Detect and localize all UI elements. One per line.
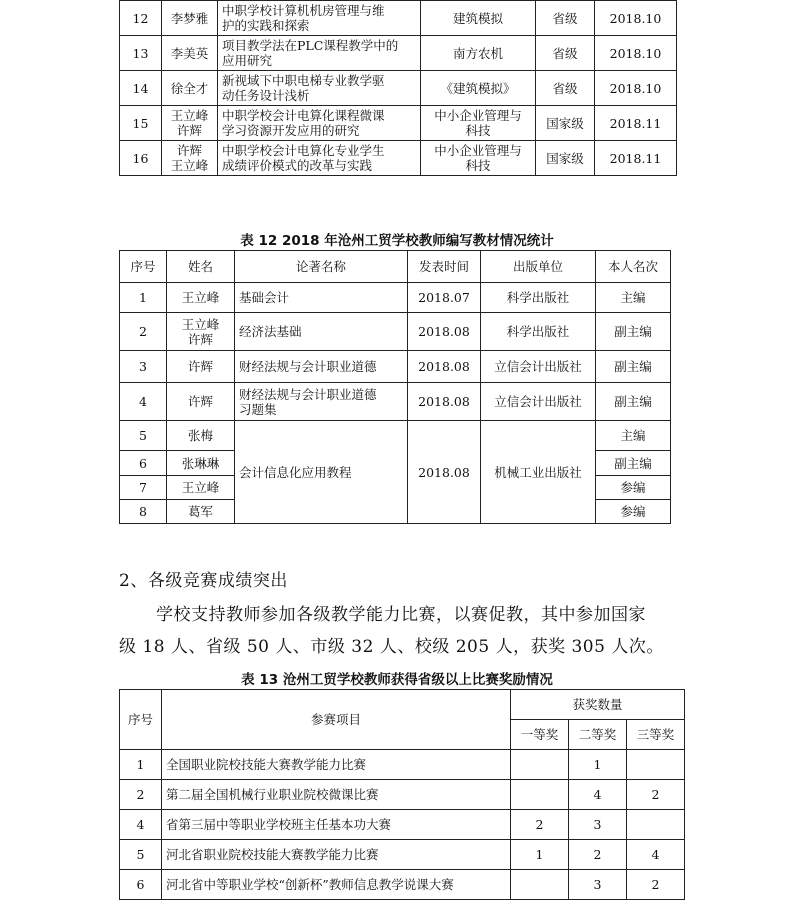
book-title [235,351,408,383]
paper-journal-line: 《建筑模拟》 [440,80,516,96]
book-title: 会计信息化应用教程 [235,421,408,524]
book-no: 1 [120,283,167,313]
book-publisher: 立信会计出版社 [481,351,596,383]
book-publisher: 立信会计出版社 [481,383,596,421]
book-no: 3 [120,351,167,383]
book-title [235,383,408,421]
award-third [627,750,685,780]
book-title [235,283,408,313]
award-project: 河北省中等职业学校“创新杯”教师信息教学说课大赛 [162,870,511,900]
paper-authors-line: 徐全才 [170,80,209,96]
papers-table-body [120,1,677,176]
paper-title [218,106,421,141]
paper-level: 省级 [536,1,595,36]
awards-header-project: 参赛项目 [162,690,511,750]
paper-level: 国家级 [536,106,595,141]
awards-table-body [120,750,685,900]
paper-no: 14 [120,71,162,106]
book-authors-line: 王立峰 [181,290,220,305]
awards-header-no: 序号 [120,690,162,750]
table-row [120,313,671,351]
table-row [120,71,677,106]
paper-title [218,141,421,176]
table-row [120,141,677,176]
award-first: 2 [511,810,569,840]
textbooks-table-body [120,283,671,524]
paper-journal-line: 科技 [465,158,491,173]
book-role: 副主编 [596,451,671,476]
paper-no: 15 [120,106,162,141]
paper-journal [421,106,536,141]
paper-journal-line: 科技 [465,123,491,138]
paper-date: 2018.10 [595,71,677,106]
paper-title-line: 中职学校会计电算化专业学生 [222,143,385,158]
book-role: 参编 [596,500,671,524]
paper-no: 12 [120,1,162,36]
paper-title [218,36,421,71]
paper-journal-line: 建筑模拟 [452,10,503,26]
paper-authors-line: 王立峰 [170,158,209,173]
paper-no: 13 [120,36,162,71]
table-row [120,283,671,313]
book-no: 7 [120,476,167,500]
paper-authors-line: 李梦雅 [170,10,209,26]
paper-level: 省级 [536,36,595,71]
table13-caption: 表 13 沧州工贸学校教师获得省级以上比赛奖励情况 [241,672,553,688]
award-third [627,810,685,840]
awards-header-third: 三等奖 [627,720,685,750]
paper-level: 国家级 [536,141,595,176]
award-no: 2 [120,780,162,810]
awards-header-count: 获奖数量 [511,690,685,720]
book-publisher: 科学出版社 [481,283,596,313]
book-author: 张琳琳 [167,451,235,476]
paper-title-line: 新视域下中职电梯专业教学驱 [222,73,385,88]
book-title-line: 习题集 [239,401,277,417]
award-project: 河北省职业院校技能大赛教学能力比赛 [162,840,511,870]
table-row [120,840,685,870]
paper-title-line: 中职学校会计电算化课程微课 [222,108,385,123]
book-authors-line: 许辉 [187,394,213,409]
award-second: 3 [569,870,627,900]
paper-title-line: 成绩评价模式的改革与实践 [222,158,373,173]
award-third: 2 [627,780,685,810]
award-second: 4 [569,780,627,810]
papers-table [119,0,677,176]
paper-title-line: 中职学校计算机机房管理与维 [222,3,385,18]
header-no: 序号 [120,251,167,283]
paper-authors [162,141,218,176]
awards-header-second: 二等奖 [569,720,627,750]
paper-journal-line: 中小企业管理与 [434,143,522,158]
textbooks-table [119,250,671,524]
book-authors-line: 王立峰 [181,316,220,332]
paper-authors-line: 许辉 [176,143,202,158]
book-publisher: 机械工业出版社 [481,421,596,524]
table-row [120,1,677,36]
paper-title-line: 项目教学法在PLC课程教学中的 [222,38,399,53]
table-row [120,383,671,421]
paper-journal [421,141,536,176]
paper-authors [162,1,218,36]
award-first [511,750,569,780]
book-author: 张梅 [167,421,235,451]
header-title: 论著名称 [235,251,408,283]
book-author: 葛军 [167,500,235,524]
book-no: 8 [120,500,167,524]
section-paragraph-line2: 级 18 人、省级 50 人、市级 32 人、校级 205 人，获奖 305 人次。 [119,637,664,657]
book-authors [167,351,235,383]
award-first [511,780,569,810]
table-row [120,810,685,840]
awards-header-row-1 [120,690,685,720]
header-name: 姓名 [167,251,235,283]
header-role: 本人名次 [596,251,671,283]
paper-authors [162,71,218,106]
award-project: 全国职业院校技能大赛教学能力比赛 [162,750,511,780]
book-date: 2018.08 [408,421,481,524]
book-no: 6 [120,451,167,476]
paper-level: 省级 [536,71,595,106]
paper-title-line: 护的实践和探索 [222,18,310,33]
paper-title-line: 应用研究 [222,53,273,68]
award-third: 2 [627,870,685,900]
book-date: 2018.08 [408,313,481,351]
paper-journal [421,71,536,106]
book-date: 2018.08 [408,383,481,421]
section-heading: 2、各级竞赛成绩突出 [119,571,288,591]
book-no: 5 [120,421,167,451]
table-row [120,780,685,810]
paper-journal-line: 中小企业管理与 [434,108,522,123]
paper-authors-line: 许辉 [176,123,202,138]
paper-authors-line: 李美英 [170,45,209,61]
book-authors-line: 许辉 [187,359,213,374]
book-role: 副主编 [596,313,671,351]
book-role: 副主编 [596,383,671,421]
book-publisher: 科学出版社 [481,313,596,351]
paper-title [218,1,421,36]
book-authors [167,383,235,421]
award-first [511,870,569,900]
paper-authors [162,36,218,71]
paper-authors [162,106,218,141]
book-date: 2018.08 [408,351,481,383]
book-authors [167,283,235,313]
book-title [235,313,408,351]
award-project: 第二届全国机械行业职业院校微课比赛 [162,780,511,810]
book-title-line: 财经法规与会计职业道德 [239,359,377,374]
paper-journal-line: 南方农机 [452,45,503,61]
awards-header-first: 一等奖 [511,720,569,750]
award-project: 省第三届中等职业学校班主任基本功大赛 [162,810,511,840]
award-first: 1 [511,840,569,870]
book-no: 2 [120,313,167,351]
award-no: 4 [120,810,162,840]
table-row [120,106,677,141]
award-second: 3 [569,810,627,840]
book-no: 4 [120,383,167,421]
table-row [120,750,685,780]
book-authors [167,313,235,351]
book-title-line: 财经法规与会计职业道德 [239,386,377,402]
paper-date: 2018.10 [595,1,677,36]
book-title-line: 基础会计 [239,290,290,305]
book-role: 主编 [596,283,671,313]
paper-date: 2018.11 [595,141,677,176]
book-author: 王立峰 [167,476,235,500]
table-row [120,421,671,451]
award-third: 4 [627,840,685,870]
textbooks-header-row [120,251,671,283]
header-date: 发表时间 [408,251,481,283]
award-no: 1 [120,750,162,780]
book-authors-line: 许辉 [187,331,213,347]
paper-no: 16 [120,141,162,176]
paper-authors-line: 王立峰 [170,108,209,123]
award-second: 1 [569,750,627,780]
awards-table [119,689,685,900]
book-title-line: 经济法基础 [239,324,302,339]
table-row [120,36,677,71]
paper-date: 2018.10 [595,36,677,71]
award-second: 2 [569,840,627,870]
paper-title-line: 动任务设计浅析 [222,88,310,103]
table12-caption: 表 12 2018 年沧州工贸学校教师编写教材情况统计 [240,233,554,249]
paper-title-line: 学习资源开发应用的研究 [222,123,360,138]
book-role: 参编 [596,476,671,500]
paper-journal [421,1,536,36]
table-row [120,351,671,383]
book-role: 主编 [596,421,671,451]
paper-journal [421,36,536,71]
header-publisher: 出版单位 [481,251,596,283]
book-role: 副主编 [596,351,671,383]
table-row [120,870,685,900]
award-no: 5 [120,840,162,870]
paper-title [218,71,421,106]
paper-date: 2018.11 [595,106,677,141]
award-no: 6 [120,870,162,900]
book-date: 2018.07 [408,283,481,313]
section-paragraph-line1: 学校支持教师参加各级教学能力比赛，以赛促教，其中参加国家 [156,605,646,625]
